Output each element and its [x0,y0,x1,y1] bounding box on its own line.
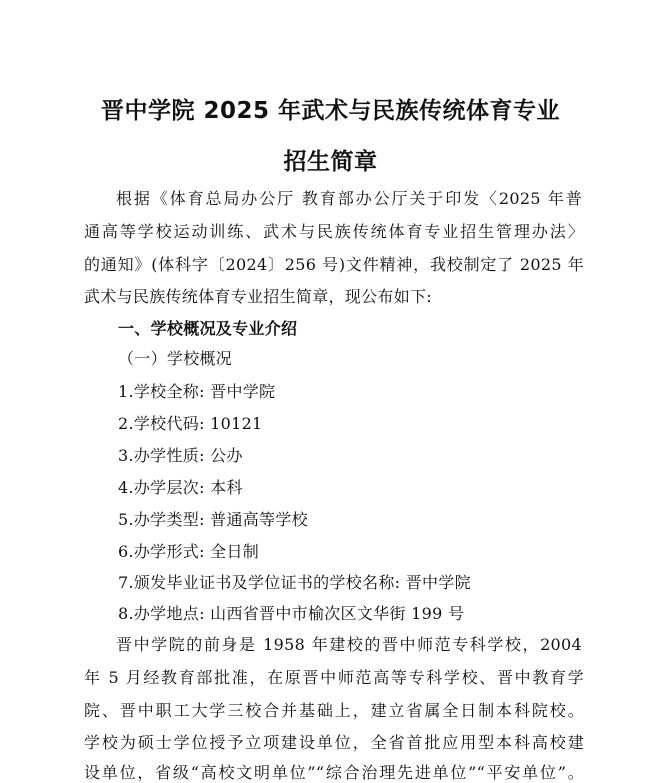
fact-school-name: 1.学校全称: 晋中学院 [118,382,276,401]
history-line-4: 学校为硕士学位授予立项建设单位，全省首批应用型本科高校建 [84,733,584,752]
document-title-line-1: 晋中学院 2025 年武术与民族传统体育专业 [100,98,561,124]
fact-certificate-issuer: 7.颁发毕业证书及学位证书的学校名称: 晋中学院 [118,573,471,592]
fact-school-level: 4.办学层次: 本科 [118,478,243,497]
intro-line-4: 武术与民族传统体育专业招生简章，现公布如下: [84,287,432,306]
section-1-heading: 一、学校概况及专业介绍 [118,319,298,338]
fact-school-type: 5.办学类型: 普通高等学校 [118,510,308,529]
intro-line-3: 的通知》(体科字〔2024〕256 号)文件精神，我校制定了 2025 年 [84,255,584,274]
fact-school-nature: 3.办学性质: 公办 [118,446,243,465]
history-line-2: 年 5 月经教育部批准，在原晋中师范高等专科学校、晋中教育学 [84,668,584,687]
intro-line-2: 通高等学校运动训练、武术与民族传统体育专业招生管理办法〉 [84,222,584,241]
fact-school-location: 8.办学地点: 山西省晋中市榆次区文华街 199 号 [118,604,465,623]
fact-school-code: 2.学校代码: 10121 [118,414,263,433]
history-line-1: 晋中学院的前身是 1958 年建校的晋中师范专科学校，2004 [116,635,582,654]
history-line-3: 院、晋中职工大学三校合并基础上，建立省属全日制本科院校。 [84,701,584,720]
history-line-5: 设单位，省级“高校文明单位”“综合治理先进单位”“平安单位”。 [84,763,584,782]
document-title-line-2: 招生简章 [283,149,378,175]
subsection-1-heading: （一）学校概况 [118,349,233,368]
intro-line-1: 根据《体育总局办公厅 教育部办公厅关于印发〈2025 年普 [116,189,582,208]
fact-school-form: 6.办学形式: 全日制 [118,542,260,561]
